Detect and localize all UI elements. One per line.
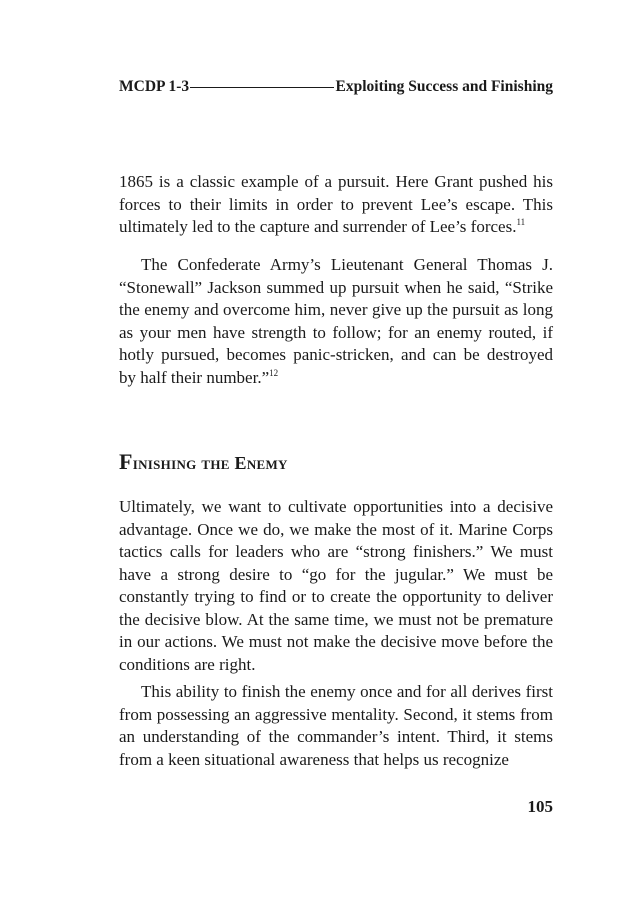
paragraph-jackson-quote <box>119 254 553 389</box>
paragraph-finishing: Ultimately, we want to cultivate opportunities into a decisive advantage. Once we do, we make the most of it. Marine Corps tactics calls for leaders who are “strong finishers.” We must have a strong desire to “go for the jugular.” We must be constantly trying to find or to create the opportunity to deliver the decisive blow. At the same time, we must not be premature in our actions. We must not make the decisive move before the conditions are right. <box>119 497 553 674</box>
publication-id: MCDP 1-3 <box>119 78 190 95</box>
paragraph-finish-ability: This ability to finish the enemy once and for all derives first from possessing an aggressive mentality. Second, it stems from an understanding of the commander’s intent. Third, it stems from a keen situational awareness that helps us recognize <box>119 682 553 769</box>
page-number: 105 <box>527 797 553 816</box>
paragraph-text: The Confederate Army’s Lieutenant General Thomas J. “Stonewall” Jackson summed up pursuit when he said, “Strike the enemy and overcome him, never give up the pursuit as long as your men have strength to follow; for an enemy routed, if hotly pursued, becomes panic-stricken, and can be destroyed by half their number.” <box>119 255 553 387</box>
footnote-ref: 12 <box>269 367 279 378</box>
heading-initial: F <box>119 449 133 474</box>
header-rule <box>190 87 333 88</box>
section-heading <box>119 451 288 474</box>
heading-rest: inishing the Enemy <box>132 453 288 473</box>
footnote-ref: 11 <box>516 217 526 227</box>
chapter-title: Exploiting Success and Finishing <box>335 78 553 95</box>
paragraph-pursuit-example <box>119 171 553 239</box>
running-header <box>119 76 553 98</box>
paragraph-text: 1865 is a classic example of a pursuit. Here Grant pushed his forces to their limits in order to prevent Lee’s escape. This ultimately led to the capture and surrender of Lee’s forces. <box>119 172 553 236</box>
